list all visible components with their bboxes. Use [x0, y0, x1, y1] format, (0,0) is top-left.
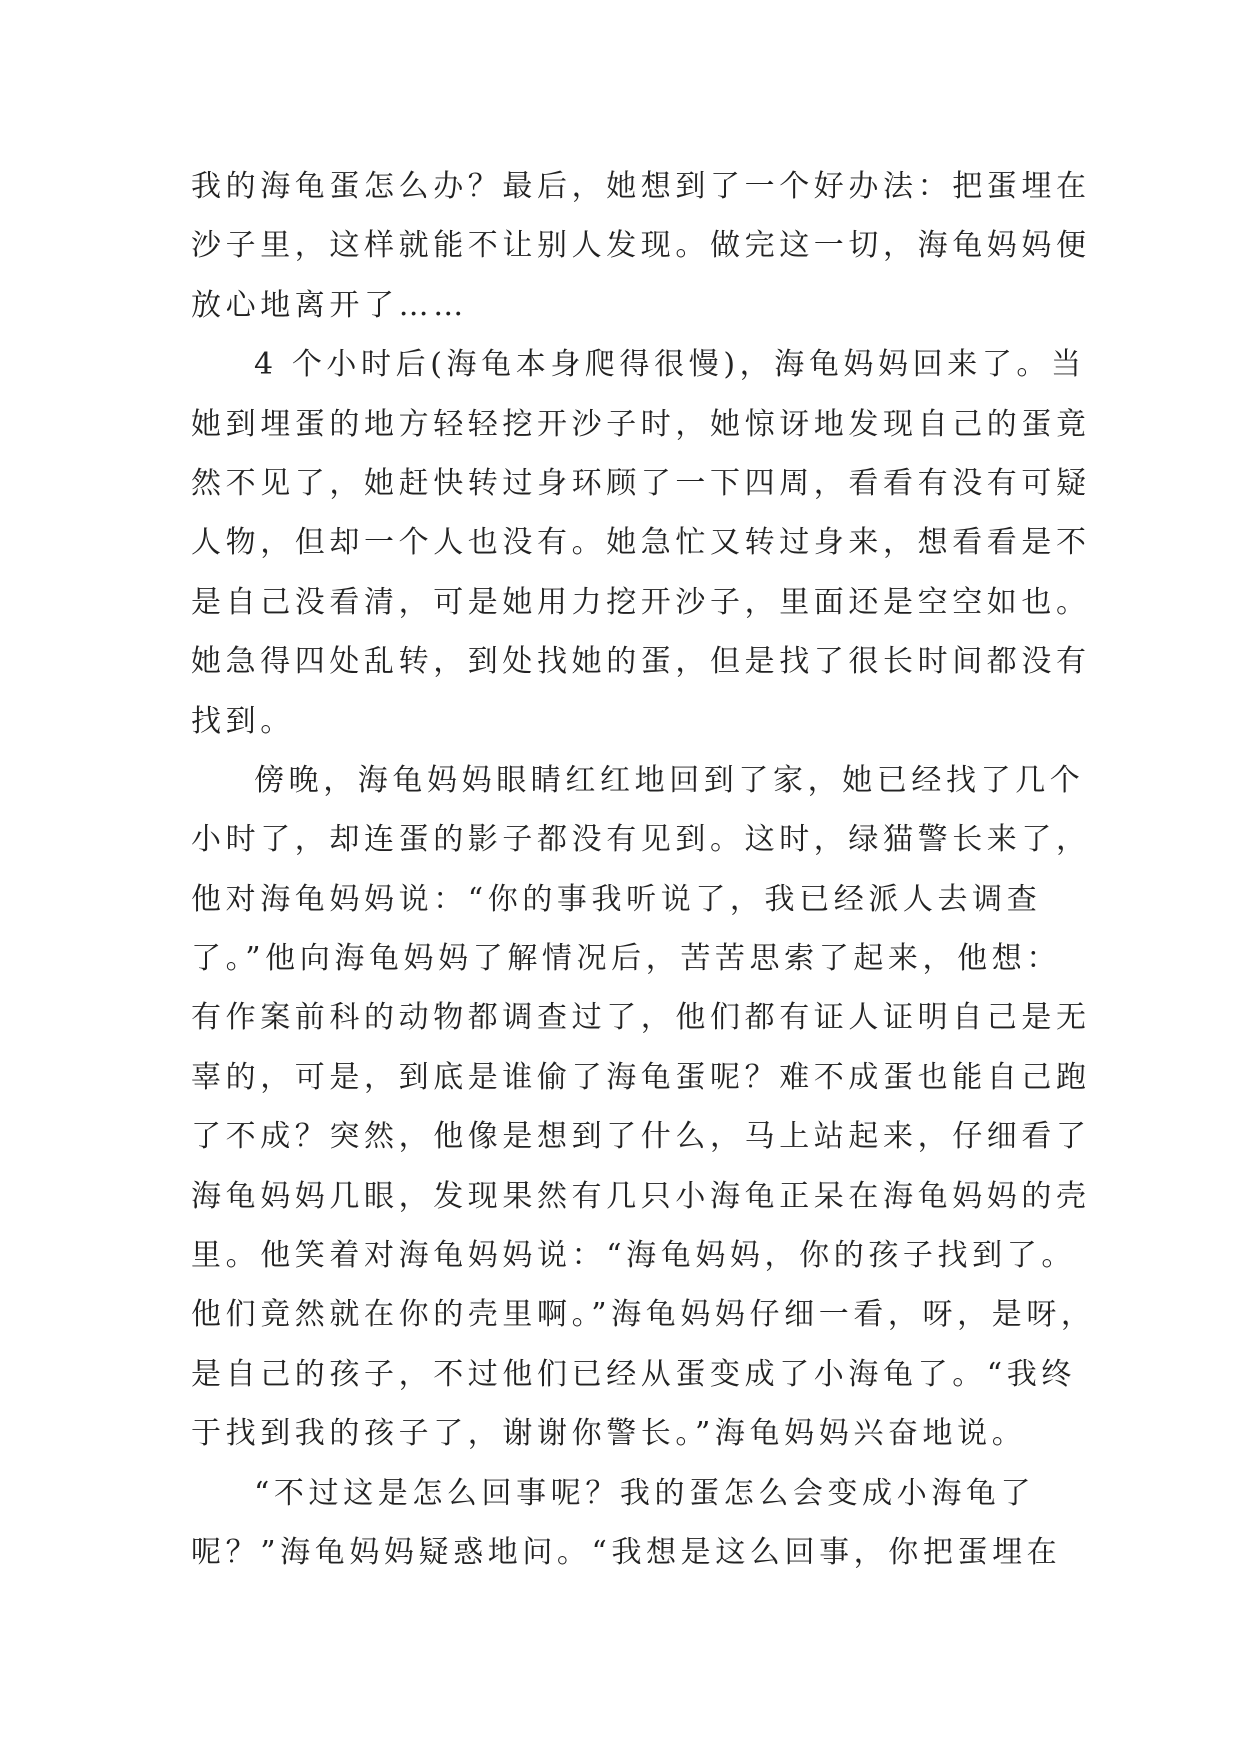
paragraph-3-line-2: 小时了，却连蛋的影子都没有见到。这时，绿猫警长来了，	[191, 822, 1091, 858]
paragraph-3-line-6: 辜的，可是，到底是谁偷了海龟蛋呢？难不成蛋也能自己跑	[191, 1059, 1091, 1095]
body-text	[191, 157, 1096, 1582]
paragraph-1-line-2: 沙子里，这样就能不让别人发现。做完这一切，海龟妈妈便	[191, 228, 1091, 264]
paragraph-2-line-3: 然不见了，她赶快转过身环顾了一下四周，看看有没有可疑	[191, 465, 1091, 501]
paragraph-2-line-1: 4 个小时后(海龟本身爬得很慢)，海龟妈妈回来了。当	[254, 347, 1086, 383]
paragraph-3-line-11: 是自己的孩子，不过他们已经从蛋变成了小海龟了。“我终	[191, 1356, 1076, 1392]
paragraph-2-line-7: 找到。	[191, 703, 295, 739]
paragraph-3-line-12: 于找到我的孩子了，谢谢你警长。”海龟妈妈兴奋地说。	[191, 1416, 1027, 1452]
paragraph-1-line-3: 放心地离开了……	[191, 287, 468, 323]
paragraph-3-line-8: 海龟妈妈几眼，发现果然有几只小海龟正呆在海龟妈妈的壳	[191, 1178, 1091, 1214]
paragraph-4-line-1: “不过这是怎么回事呢？我的蛋怎么会变成小海龟了	[254, 1475, 1036, 1511]
paragraph-3-line-9: 里。他笑着对海龟妈妈说：“海龟妈妈，你的孩子找到了。	[191, 1238, 1076, 1274]
paragraph-3-line-1: 傍晚，海龟妈妈眼睛红红地回到了家，她已经找了几个	[254, 762, 1085, 798]
paragraph-2-line-5: 是自己没看清，可是她用力挖开沙子，里面还是空空如也。	[191, 584, 1091, 620]
paragraph-3-line-5: 有作案前科的动物都调查过了，他们都有证人证明自己是无	[191, 1000, 1091, 1036]
paragraph-3-line-10: 他们竟然就在你的壳里啊。”海龟妈妈仔细一看，呀，是呀，	[191, 1297, 1096, 1333]
paragraph-4-line-2: 呢？”海龟妈妈疑惑地问。“我想是这么回事，你把蛋埋在	[191, 1534, 1062, 1570]
paragraph-2-line-2: 她到埋蛋的地方轻轻挖开沙子时，她惊讶地发现自己的蛋竟	[191, 406, 1091, 442]
paragraph-1-line-1: 我的海龟蛋怎么办？最后，她想到了一个好办法：把蛋埋在	[191, 169, 1091, 204]
paragraph-2-line-4: 人物，但却一个人也没有。她急忙又转过身来，想看看是不	[191, 525, 1091, 561]
paragraph-3-line-4: 了。”他向海龟妈妈了解情况后，苦苦思索了起来，他想：	[191, 941, 1061, 977]
paragraph-3-line-3: 他对海龟妈妈说：“你的事我听说了，我已经派人去调查	[191, 881, 1042, 917]
paragraph-2-line-6: 她急得四处乱转，到处找她的蛋，但是找了很长时间都没有	[191, 644, 1091, 680]
paragraph-3-line-7: 了不成？突然，他像是想到了什么，马上站起来，仔细看了	[191, 1119, 1091, 1155]
